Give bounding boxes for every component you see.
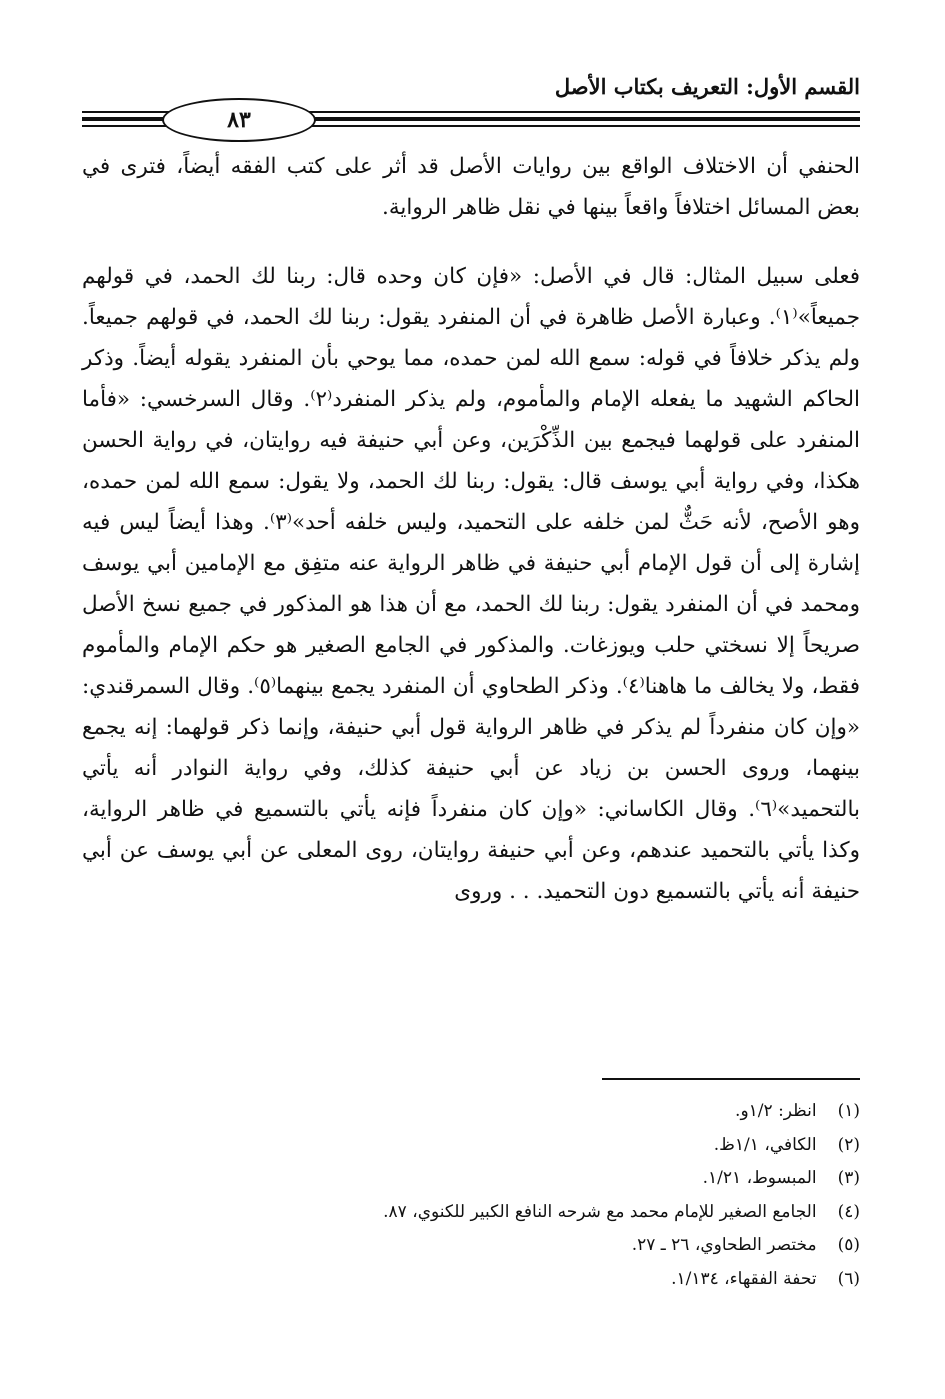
footnote-text: الجامع الصغير للإمام محمد مع شرحه النافع الكبير للكنوي، ٨٧. bbox=[383, 1201, 817, 1222]
footnote-number: (٢) bbox=[837, 1134, 860, 1155]
footnote bbox=[82, 1095, 860, 1129]
footnote-number: (٥) bbox=[837, 1235, 860, 1255]
footnote-text: المبسوط، ١/٢١. bbox=[702, 1168, 817, 1188]
paragraph: الحنفي أن الاختلاف الواقع بين روايات الأصل قد أثر على كتب الفقه أيضاً، فترى في بعض المسائل اختلافاً واقعاً بينها في نقل ظاهر الرواية. bbox=[82, 154, 860, 220]
footnote bbox=[82, 1229, 860, 1263]
running-title: القسم الأول: التعريف بكتاب الأصل bbox=[554, 74, 860, 99]
footnote-text: تحفة الفقهاء، ١/١٣٤. bbox=[671, 1268, 817, 1289]
footnote-number: (٣) bbox=[837, 1168, 860, 1188]
paragraph: فعلى سبيل المثال: قال في الأصل: «فإن كان وحده قال: ربنا لك الحمد، في قولهم جميعاً»⁽١⁾. وعبارة الأصل ظاهرة في أن المنفرد يقول: ربنا لك الحمد، في قولهم جميعاً. ولم يذكر خلافاً في قوله: سمع الله لمن حمده، مما يوحي بأن المنفرد يقوله أيضاً. وذكر الحاكم الشهيد ما يفعله الإمام والمأموم، ولم يذكر المنفرد⁽٢⁾. وقال السرخسي: «فأما المنفرد على قولهما فيجمع بين الذِّكْرَين، وعن أبي حنيفة فيه روايتان، في رواية الحسن هكذا، وفي رواية أبي يوسف قال: يقول: ربنا لك الحمد، ولا يقول: سمع الله لمن حمده، وهو الأصح، لأنه حَثٌّ لمن خلفه على التحميد، وليس خلفه أحد»⁽٣⁾. وهذا أيضاً ليس فيه إشارة إلى أن قول الإمام أبي حنيفة في ظاهر الرواية عنه متفِق مع الإمامين أبي يوسف ومحمد في أن المنفرد يقول: ربنا لك الحمد، مع أن هذا هو المذكور في جميع نسخ الأصل صريحاً إلا نسختي حلب ويوزغات. والمذكور في الجامع الصغير هو حكم الإمام والمأموم فقط، ولا يخالف ما هاهنا⁽٤⁾. وذكر الطحاوي أن المنفرد يجمع بينهما⁽٥⁾. وقال السمرقندي: «وإن كان منفرداً لم يذكر في ظاهر الرواية قول أبي حنيفة، وإنما ذكر قولهما: إنه يجمع بينهما، وروى الحسن بن زياد عن أبي حنيفة كذلك، وفي رواية النوادر أنه يأتي بالتحميد»⁽٦⁾. وقال الكاساني: «وإن كان منفرداً فإنه يأتي بالتسميع في ظاهر الرواية، وكذا يأتي بالتحميد عندهم، وعن أبي حنيفة روايتان، روى المعلى عن أبي يوسف عن أبي حنيفة أنه يأتي بالتسميع دون التحميد. . . وروى bbox=[82, 264, 860, 904]
footnote-number: (٦) bbox=[837, 1268, 860, 1289]
footnote-separator bbox=[602, 1078, 860, 1080]
footnote-number: (٤) bbox=[837, 1201, 860, 1222]
main-text bbox=[82, 146, 860, 912]
footnotes bbox=[82, 1095, 860, 1296]
page-number: ٨٣ bbox=[162, 98, 316, 142]
footnote-text: مختصر الطحاوي، ٢٦ ـ ٢٧. bbox=[631, 1235, 817, 1255]
footnote-text: الكافي، ١/١ظ. bbox=[713, 1134, 817, 1155]
footnote-text: انظر: ١/٢و. bbox=[735, 1101, 817, 1121]
footnote bbox=[82, 1162, 860, 1196]
footnote bbox=[82, 1129, 860, 1163]
page-header bbox=[82, 60, 860, 140]
footnote-number: (١) bbox=[837, 1101, 860, 1121]
footnote bbox=[82, 1263, 860, 1297]
footnote bbox=[82, 1196, 860, 1230]
